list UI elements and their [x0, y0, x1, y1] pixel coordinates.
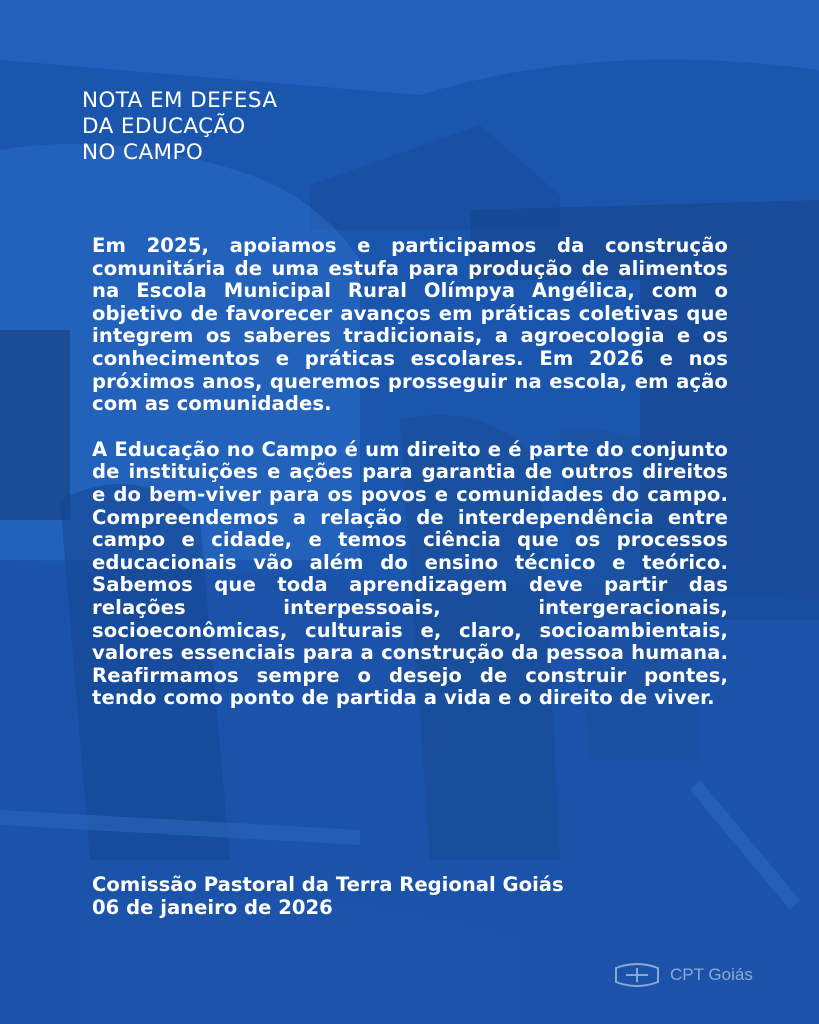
signature-date: 06 de janeiro de 2026 — [92, 895, 333, 919]
paragraph: Em 2025, apoiamos e participamos da construção comunitária de uma estufa para produção de alimentos na Escola Municipal Rural Olímpya Angélica, com o objetivo de favorecer avanços em práticas coletivas que integrem os saberes tradicionais, a agroecologia e os conhecimentos e práticas escolares. Em 2026 e nos próximos anos, queremos prosseguir na escola, em ação com as comunidades. — [92, 234, 728, 416]
title-line: NO CAMPO — [82, 140, 204, 165]
note-body — [92, 235, 728, 710]
title-line: DA EDUCAÇÃO — [82, 114, 246, 139]
signature-org: Comissão Pastoral da Terra Regional Goiás — [92, 873, 564, 896]
page-title — [82, 88, 382, 166]
cpt-logo-icon — [612, 962, 662, 988]
cpt-logo — [612, 962, 753, 988]
logo-text: CPT Goiás — [670, 965, 753, 984]
paragraph: A Educação no Campo é um direito e é parte do conjunto de instituições e ações para garantia de outros direitos e do bem-viver para os povos e comunidades do campo. Compreendemos a relação de interdependência entre campo e cidade, e temos ciência que os processos educacionais vão além do ensino técnico e teórico. Sabemos que toda aprendizagem deve partir das relações interpessoais, intergeracionais, socioeconômicas, culturais e, claro, socioambientais, valores essenciais para a construção da pessoa humana. Reafirmamos sempre o desejo de construir pontes, tendo como ponto de partida a vida e o direito de viver. — [92, 437, 728, 710]
title-line: NOTA EM DEFESA — [82, 88, 278, 113]
signature — [92, 874, 692, 919]
